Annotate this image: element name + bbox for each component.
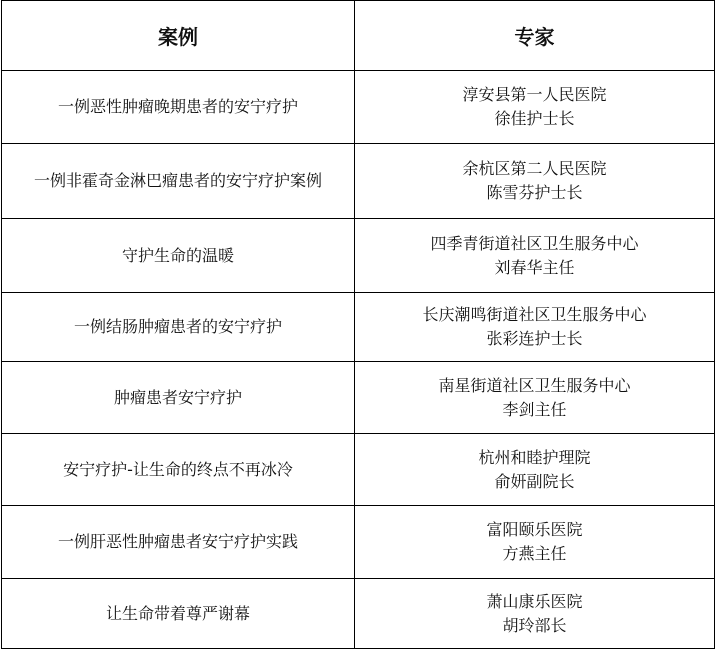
table-row (2, 293, 715, 362)
institution-name: 杭州和睦护理院 (478, 447, 591, 467)
institution-name: 余杭区第二人民医院 (462, 159, 607, 178)
case-title: 一例恶性肿瘤晚期患者的安宁疗护 (2, 71, 355, 144)
table-row (2, 362, 715, 434)
expert-name: 俞妍副院长 (494, 471, 575, 491)
table-row (2, 579, 715, 649)
expert-cell (355, 434, 715, 506)
case-title: 肿瘤患者安宁疗护 (2, 362, 355, 434)
institution-name: 萧山康乐医院 (486, 591, 583, 611)
table-row (2, 144, 715, 219)
expert-name: 刘春华主任 (494, 257, 575, 277)
case-title: 守护生命的温暖 (2, 219, 355, 293)
expert-cell (355, 506, 715, 579)
institution-name: 长庆潮鸣街道社区卫生服务中心 (422, 305, 647, 324)
expert-cell (355, 71, 715, 144)
expert-name: 方燕主任 (502, 544, 567, 563)
expert-name: 李剑主任 (502, 399, 567, 419)
table-header-row (2, 1, 715, 71)
expert-cell (355, 579, 715, 649)
table-row (2, 71, 715, 144)
expert-name: 陈雪芬护士长 (486, 183, 583, 202)
expert-cell (355, 293, 715, 362)
expert-cell (355, 362, 715, 434)
header-case: 案例 (2, 1, 355, 71)
case-title: 一例结肠肿瘤患者的安宁疗护 (2, 293, 355, 362)
expert-cell (355, 219, 715, 293)
case-title: 一例非霍奇金淋巴瘤患者的安宁疗护案例 (2, 144, 355, 219)
case-title: 安宁疗护-让生命的终点不再冰冷 (2, 434, 355, 506)
case-title: 一例肝恶性肿瘤患者安宁疗护实践 (2, 506, 355, 579)
institution-name: 四季青街道社区卫生服务中心 (430, 233, 639, 253)
table-row (2, 506, 715, 579)
institution-name: 富阳颐乐医院 (486, 520, 583, 539)
expert-name: 胡玲部长 (502, 615, 567, 635)
expert-name: 张彩连护士长 (486, 329, 583, 348)
expert-cell (355, 144, 715, 219)
expert-name: 徐佳护士长 (494, 109, 575, 128)
table-row (2, 219, 715, 293)
institution-name: 南星街道社区卫生服务中心 (438, 375, 631, 395)
institution-name: 淳安县第一人民医院 (462, 85, 607, 104)
case-expert-table (1, 0, 715, 649)
case-title: 让生命带着尊严谢幕 (2, 579, 355, 649)
table-row (2, 434, 715, 506)
header-expert: 专家 (355, 1, 715, 71)
